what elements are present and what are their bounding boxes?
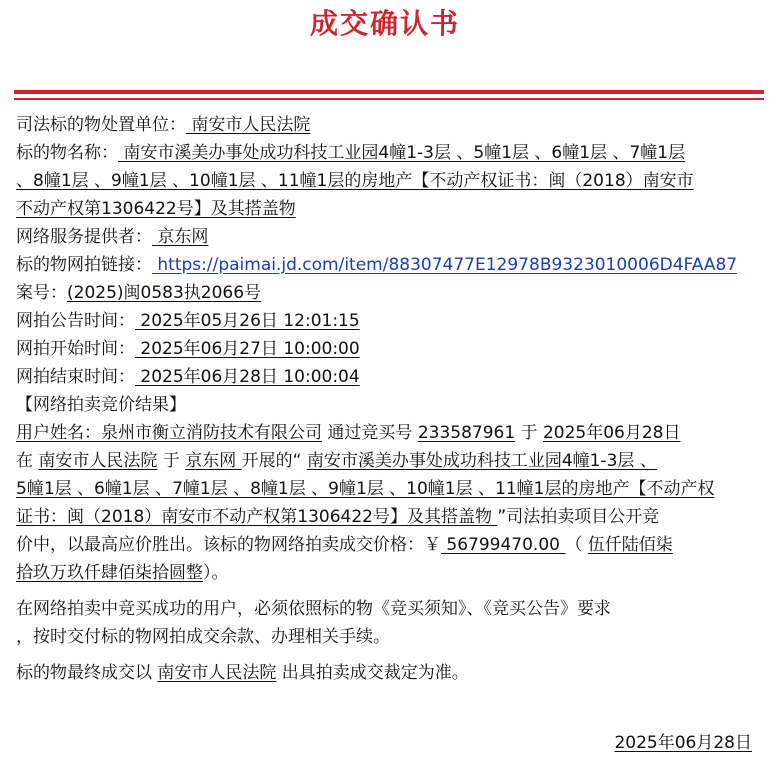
name-label: 标的物名称： xyxy=(16,143,118,163)
row-link xyxy=(16,251,756,279)
row-announce xyxy=(16,307,756,335)
end-value: 2025年06月28日 10:00:04 xyxy=(135,367,360,387)
announce-value: 2025年05月26日 12:01:15 xyxy=(135,311,360,331)
paren-open: （ xyxy=(565,535,588,555)
court-name: 南安市人民法院 xyxy=(38,451,158,471)
case-value: (2025)闽0583执2066号 xyxy=(67,283,262,303)
row-end xyxy=(16,363,756,391)
end-label: 网拍结束时间： xyxy=(16,367,135,387)
at-text: 于 xyxy=(157,451,186,471)
provider-value: 京东网 xyxy=(152,227,209,247)
bid-date: 2025年06月28日 xyxy=(542,423,681,443)
name-value-3: 不动产权第1306422号】及其搭盖物 xyxy=(16,199,296,219)
start-label: 网拍开始时间： xyxy=(16,339,135,359)
result-line-6 xyxy=(16,559,756,587)
row-provider xyxy=(16,223,756,251)
title-rule-thick xyxy=(14,90,764,94)
result-heading: 【网络拍卖竞价结果】 xyxy=(16,395,186,415)
final-court: 南安市人民法院 xyxy=(157,663,277,683)
platform-name: 京东网 xyxy=(185,451,242,471)
result-line-1 xyxy=(16,419,756,447)
result-line-3 xyxy=(16,475,756,503)
announce-label: 网拍公告时间： xyxy=(16,311,135,331)
row-name-2 xyxy=(16,167,756,195)
user-name: 泉州市衡立消防技术有限公司 xyxy=(101,423,322,443)
row-name-1 xyxy=(16,139,756,167)
row-name-3 xyxy=(16,195,756,223)
win-text: 价中，以最高应价胜出。该标的物网络拍卖成交价格：￥ xyxy=(16,535,441,555)
notice-line-2: ，按时交付标的物网拍成交余款、办理相关手续。 xyxy=(16,627,390,647)
footer-date: 2025年06月28日 xyxy=(614,733,752,753)
via-text: 通过竞买号 xyxy=(322,423,418,443)
unit-label: 司法标的物处置单位： xyxy=(16,115,186,135)
start-value: 2025年06月27日 10:00:00 xyxy=(135,339,360,359)
item-name-3: 证书：闽（2018）南安市不动产权第1306422号】及其搭盖物 xyxy=(16,507,498,527)
in-text: 在 xyxy=(16,451,39,471)
notice-line-1: 在网络拍卖中竞买成功的用户，必须依照标的物《竞买须知》、《竞买公告》要求 xyxy=(16,599,611,619)
user-prefix: 用户姓名： xyxy=(16,423,101,443)
item-name-1: 南安市溪美办事处成功科技工业园4幢1-3层 、 xyxy=(306,451,657,471)
provider-label: 网络服务提供者： xyxy=(16,227,152,247)
document-body xyxy=(16,111,756,687)
result-line-4 xyxy=(16,503,756,531)
final-line xyxy=(16,659,756,687)
final-suffix: 出具拍卖成交裁定为准。 xyxy=(276,663,469,683)
auction-link[interactable]: https://paimai.jd.com/item/88307477E12978B9323010006D4FAA87 xyxy=(152,255,738,275)
result-line-2 xyxy=(16,447,756,475)
row-start xyxy=(16,335,756,363)
held-text: 开展的“ xyxy=(241,451,307,471)
name-value-1: 南安市溪美办事处成功科技工业园4幢1-3层 、5幢1层 、6幢1层 、7幢1层 xyxy=(118,143,686,163)
document-title: 成交确认书 xyxy=(309,7,460,40)
bid-number: 233587961 xyxy=(417,423,516,443)
title-rule-thin xyxy=(14,98,764,100)
price-words-2: 拾玖万玖仟肆佰柒拾圆整 xyxy=(16,563,203,583)
result-line-5 xyxy=(16,531,756,559)
item-suffix: ”司法拍卖项目公开竞 xyxy=(497,507,660,527)
row-case xyxy=(16,279,756,307)
name-value-2: 、8幢1层 、9幢1层 、10幢1层 、11幢1层的房地产【不动产权证书：闽（2018）南安市 xyxy=(16,171,694,191)
paren-close: ）。 xyxy=(203,563,229,583)
on-text: 于 xyxy=(515,423,543,443)
final-prefix: 标的物最终成交以 xyxy=(16,663,158,683)
case-label: 案号： xyxy=(16,283,67,303)
item-name-2: 5幢1层 、6幢1层 、7幢1层 、8幢1层 、9幢1层 、10幢1层 、11幢1层的房地产【不动产权 xyxy=(16,479,715,499)
row-unit xyxy=(16,111,756,139)
price-value: 56799470.00 xyxy=(441,535,566,555)
price-words-1: 伍仟陆佰柒 xyxy=(587,535,673,555)
link-label: 标的物网拍链接： xyxy=(16,255,152,275)
unit-value: 南安市人民法院 xyxy=(186,115,311,135)
